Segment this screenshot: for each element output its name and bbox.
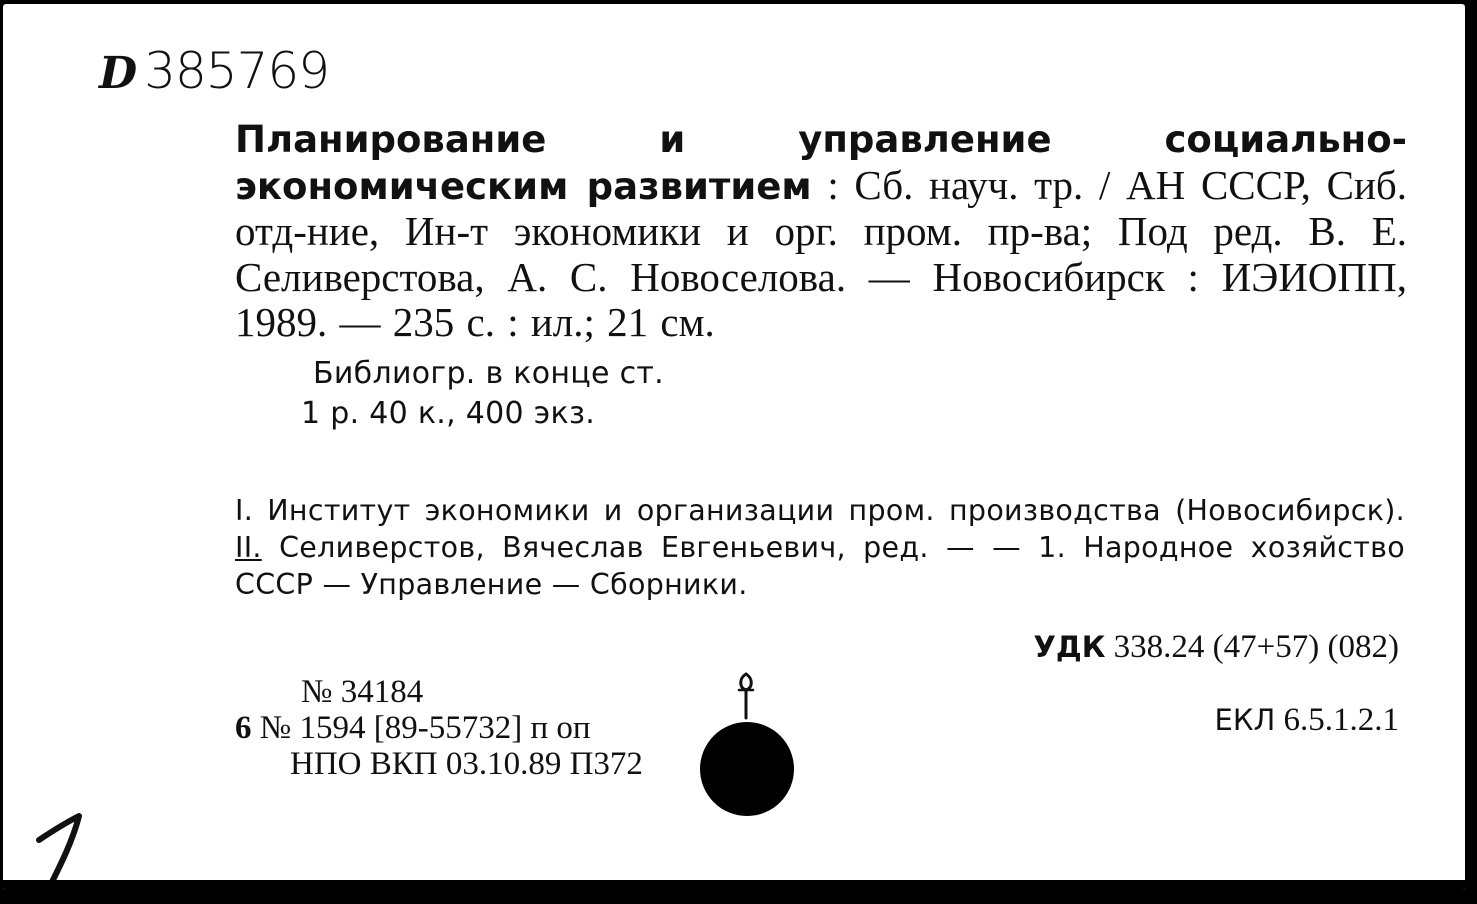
scan-edge xyxy=(3,880,1465,890)
catalog-card xyxy=(3,4,1465,890)
card-number: № 34184 xyxy=(301,674,424,710)
order-prefix: 6 xyxy=(235,710,252,746)
udk-code xyxy=(1034,629,1399,666)
handwritten-digit-one xyxy=(33,812,93,890)
ekl-code xyxy=(1215,702,1399,739)
udk-value: 338.24 (47+57) (082) xyxy=(1113,629,1399,665)
book-title: Планирование и управление социально-экономическим развитием xyxy=(235,118,1407,208)
ekl-value: 6.5.1.2.1 xyxy=(1283,702,1399,738)
call-number-value: 385769 xyxy=(144,42,330,100)
bibliography-note: Библиогр. в конце ст. xyxy=(313,356,665,391)
handwritten-mark-icon xyxy=(731,672,761,720)
bibliographic-description: : Сб. науч. тр. / АН СССР, Сиб. отд-ние, Ин-т экономики и орг. пром. пр-ва; Под ред. В. Е. Селиверстова, А. С. Новоселова. — Новосибирск : ИЭИОПП, 1989. — 235 с. : ил.; 21 см. xyxy=(235,161,1407,345)
call-number xyxy=(99,42,329,100)
subject-tracings xyxy=(235,492,1405,603)
order-line xyxy=(235,710,591,747)
main-entry xyxy=(235,116,1407,346)
udk-label: УДК xyxy=(1033,630,1106,664)
printer-line: НПО ВКП 03.10.89 П372 xyxy=(290,746,643,782)
punch-hole xyxy=(700,722,794,816)
order-details: № 1594 [89-55732] п оп xyxy=(251,710,591,746)
call-number-prefix: D xyxy=(99,48,137,99)
tracing-part-3: СССР — Управление — Сборники. xyxy=(235,568,748,601)
tracing-roman-ii: II. xyxy=(235,531,262,564)
tracing-part-2: Селиверстов, Вячеслав Евгеньевич, ред. — — 1. Народное хозяйство xyxy=(261,531,1405,564)
price-note: 1 р. 40 к., 400 экз. xyxy=(301,396,596,431)
ekl-label: ЕКЛ xyxy=(1214,703,1276,737)
tracing-part-1: I. Институт экономики и организации пром. производства (Новосибирск). xyxy=(235,494,1405,527)
